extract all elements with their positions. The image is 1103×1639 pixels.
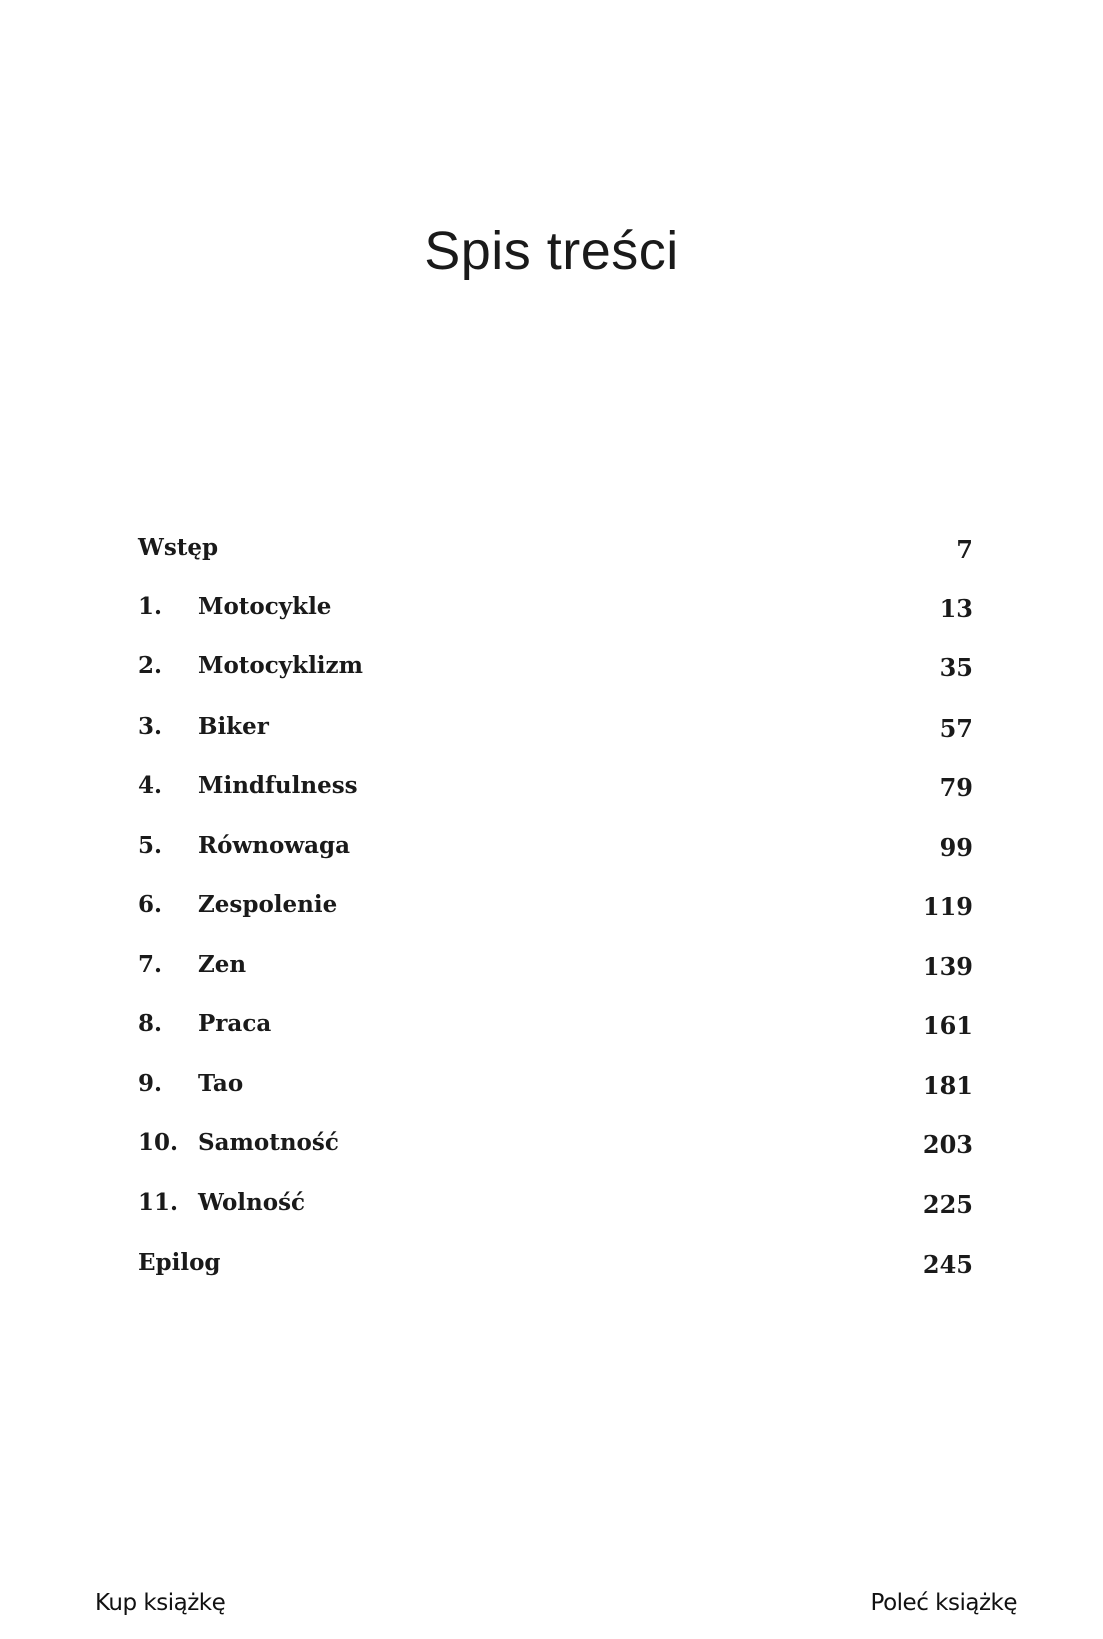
toc-entry-title: Motocyklizm — [198, 652, 363, 679]
toc-entry-title: Zespolenie — [198, 891, 338, 918]
toc-entry-title: Równowaga — [198, 832, 351, 859]
toc-entry-number: 2. — [138, 652, 163, 679]
toc-entry-page: 7 — [956, 535, 973, 564]
toc-entry-title: Wolność — [198, 1189, 306, 1216]
toc-entry-page: 225 — [922, 1190, 973, 1219]
toc-entry-page: 203 — [922, 1130, 973, 1159]
toc-entry-number: 9. — [138, 1070, 163, 1097]
toc-entry-samotnosc[interactable] — [138, 1123, 973, 1163]
recommend-book-link[interactable]: Poleć książkę — [870, 1590, 1017, 1616]
toc-entry-title: Biker — [198, 713, 269, 740]
toc-entry-page: 79 — [939, 773, 973, 802]
toc-entry-title: Tao — [198, 1070, 244, 1097]
toc-entry-number: 11. — [138, 1189, 179, 1216]
toc-entry-rownowaga[interactable] — [138, 826, 973, 866]
toc-entry-zespolenie[interactable] — [138, 885, 973, 925]
page-title: Spis treści — [424, 221, 679, 281]
toc-entry-page: 35 — [939, 653, 973, 682]
toc-entry-wstep[interactable] — [138, 528, 973, 568]
toc-entry-number: 6. — [138, 891, 163, 918]
toc-entry-page: 99 — [939, 833, 973, 862]
toc-entry-biker[interactable] — [138, 707, 973, 747]
toc-entry-page: 245 — [922, 1250, 973, 1279]
toc-entry-zen[interactable] — [138, 945, 973, 985]
toc-entry-page: 161 — [922, 1011, 973, 1040]
toc-entry-page: 181 — [922, 1071, 973, 1100]
toc-entry-tao[interactable] — [138, 1064, 973, 1104]
toc-entry-title: Motocykle — [198, 593, 332, 620]
toc-entry-number: 1. — [138, 593, 163, 620]
toc-entry-motocyklizm[interactable] — [138, 646, 973, 686]
buy-book-link[interactable]: Kup książkę — [95, 1590, 226, 1616]
toc-entry-number: 8. — [138, 1010, 163, 1037]
toc-entry-title: Zen — [198, 951, 247, 978]
toc-entry-page: 139 — [922, 952, 973, 981]
toc-entry-number: 7. — [138, 951, 163, 978]
toc-entry-epilog[interactable] — [138, 1243, 973, 1283]
toc-entry-page: 13 — [939, 594, 973, 623]
toc-entry-number: 5. — [138, 832, 163, 859]
toc-entry-title: Praca — [198, 1010, 272, 1037]
toc-entry-number: 3. — [138, 713, 163, 740]
toc-entry-page: 119 — [922, 892, 973, 921]
toc-entry-title: Epilog — [138, 1249, 221, 1276]
toc-entry-motocykle[interactable] — [138, 587, 973, 627]
toc-entry-number: 4. — [138, 772, 163, 799]
toc-entry-wolnosc[interactable] — [138, 1183, 973, 1223]
toc-entry-praca[interactable] — [138, 1004, 973, 1044]
toc-entry-mindfulness[interactable] — [138, 766, 973, 806]
toc-entry-title: Wstęp — [138, 534, 219, 561]
toc-entry-title: Samotność — [198, 1129, 339, 1156]
toc-entry-number: 10. — [138, 1129, 179, 1156]
toc-entry-page: 57 — [939, 714, 973, 743]
toc-entry-title: Mindfulness — [198, 772, 358, 799]
